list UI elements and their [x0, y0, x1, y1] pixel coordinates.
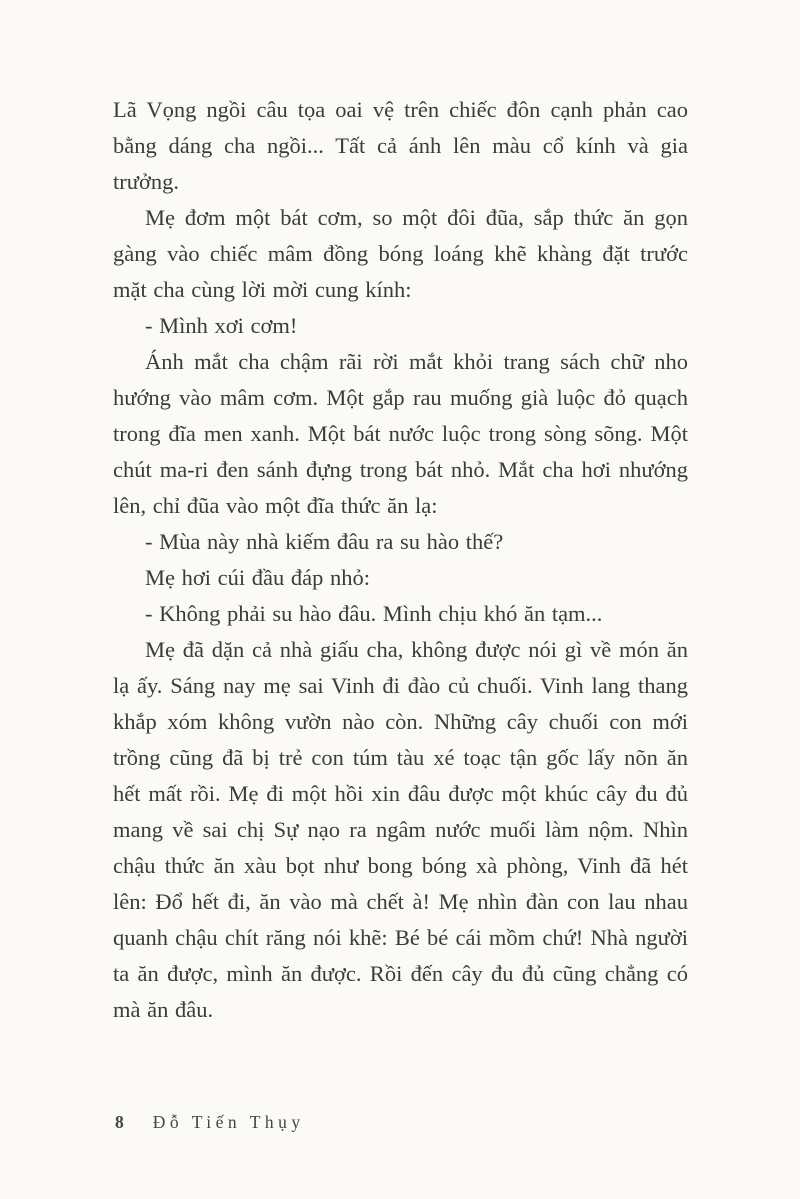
paragraph: Mẹ hơi cúi đầu đáp nhỏ:	[145, 565, 370, 590]
paragraph: Lã Vọng ngồi câu tọa oai vệ trên chiếc đôn cạnh phản cao bằng dáng cha ngồi... Tất cả ánh lên màu cổ kính và gia trưởng.	[113, 97, 688, 194]
paragraph: Mẹ đơm một bát cơm, so một đôi đũa, sắp thức ăn gọn gàng vào chiếc mâm đồng bóng loáng khẽ khàng đặt trước mặt cha cùng lời mời cung kính:	[113, 205, 688, 302]
paragraph: - Mùa này nhà kiếm đâu ra su hào thế?	[145, 529, 504, 554]
paragraph: - Mình xơi cơm!	[145, 313, 298, 338]
author-name: Đỗ Tiến Thụy	[152, 1112, 305, 1132]
page-number: 8	[115, 1112, 125, 1132]
paragraph: Ánh mắt cha chậm rãi rời mắt khỏi trang sách chữ nho hướng vào mâm cơm. Một gắp rau muống già luộc đỏ quạch trong đĩa men xanh. Một bát nước luộc trong sòng sõng. Một chút ma-ri đen sánh đựng trong bát nhỏ. Mắt cha hơi nhướng lên, chỉ đũa vào một đĩa thức ăn lạ:	[113, 349, 688, 518]
page-footer	[115, 1112, 305, 1133]
paragraph: Mẹ đã dặn cả nhà giấu cha, không được nói gì về món ăn lạ ấy. Sáng nay mẹ sai Vinh đi đào củ chuối. Vinh lang thang khắp xóm không vườn nào còn. Những cây chuối con mới trồng cũng đã bị trẻ con túm tàu xé toạc tận gốc lấy nõn ăn hết mất rồi. Mẹ đi một hồi xin đâu được một khúc cây đu đủ mang về sai chị Sự nạo ra ngâm nước muối làm nộm. Nhìn chậu thức ăn xàu bọt như bong bóng xà phòng, Vinh đã hét lên: Đổ hết đi, ăn vào mà chết à! Mẹ nhìn đàn con lau nhau quanh chậu chít răng nói khẽ: Bé bé cái mồm chứ! Nhà người ta ăn được, mình ăn được. Rồi đến cây đu đủ cũng chẳng có mà ăn đâu.	[113, 637, 688, 1022]
body-text	[113, 92, 688, 1028]
paragraph: - Không phải su hào đâu. Mình chịu khó ăn tạm...	[145, 601, 603, 626]
